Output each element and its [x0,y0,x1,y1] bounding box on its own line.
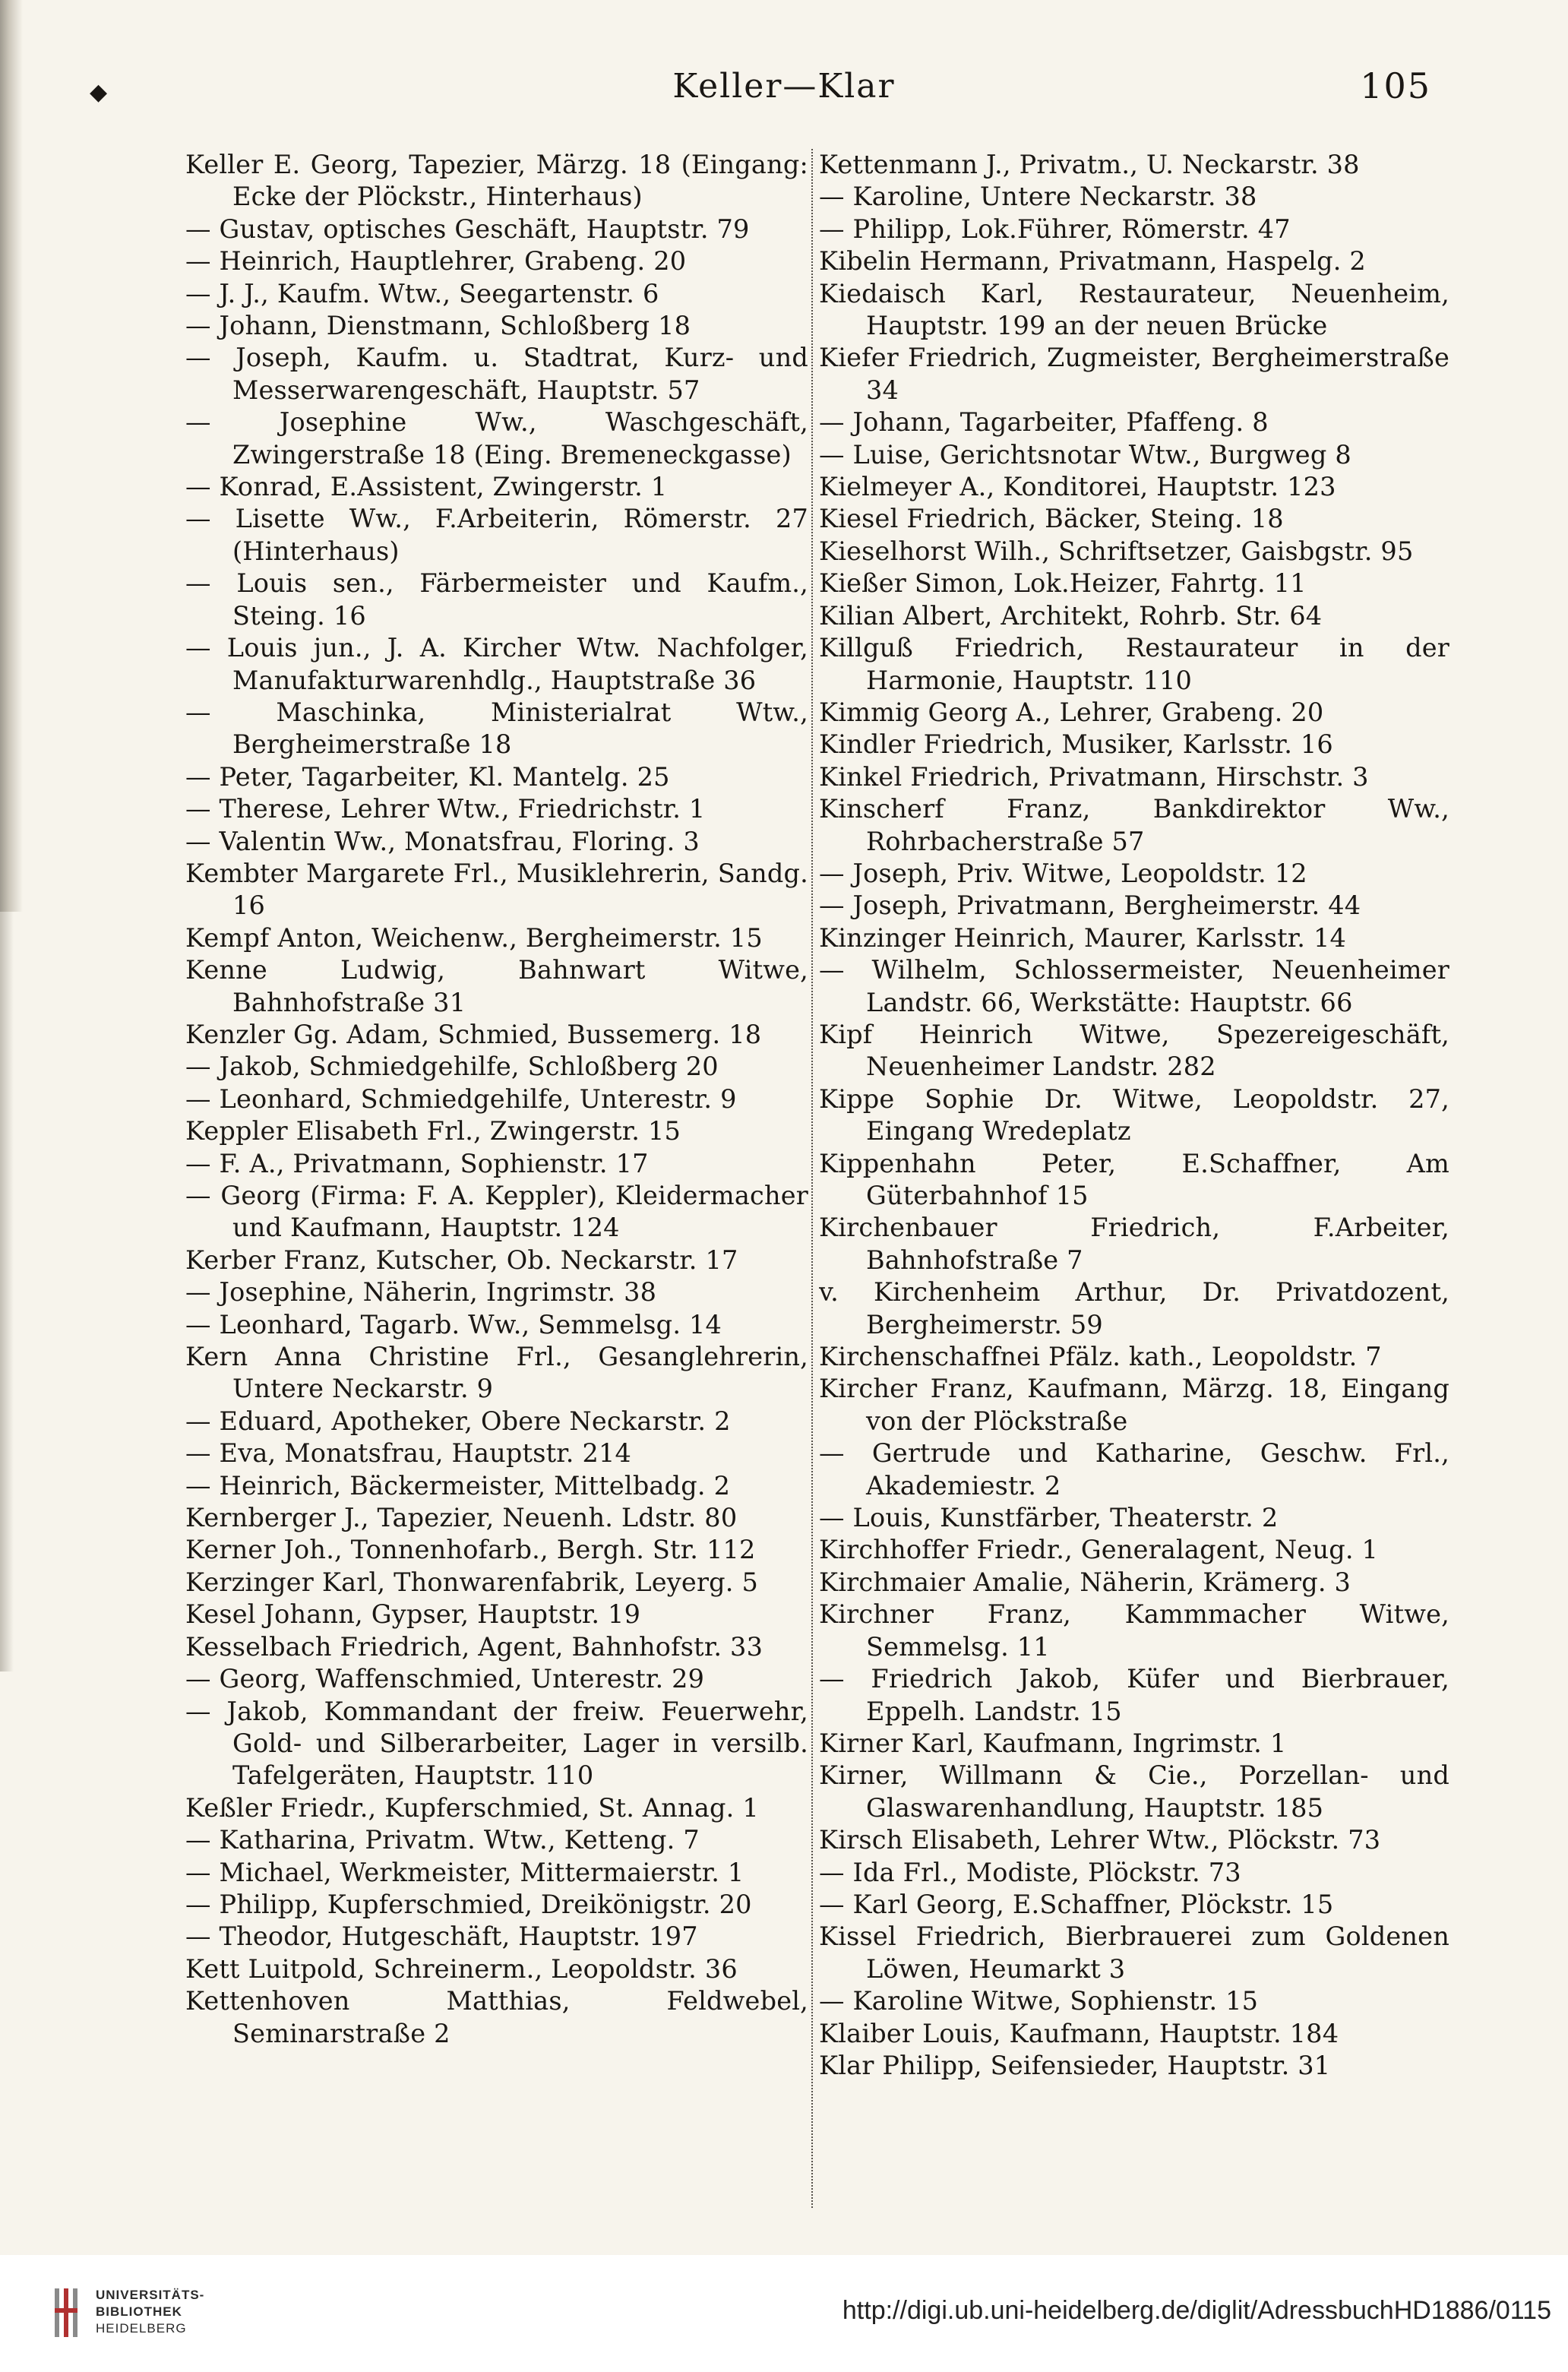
directory-subentry: — Johann, Dienstmann, Schloßberg 18 [185,311,691,341]
directory-entry: Kippe Sophie Dr. Witwe, Leopoldstr. 27, Eingang Wredeplatz [819,1083,1449,1146]
directory-subentry: — Georg, Waffenschmied, Unterestr. 29 [185,1664,705,1694]
directory-entry: Kiedaisch Karl, Restaurateur, Neuenheim, Hauptstr. 199 an der neuen Brücke [819,278,1449,341]
library-line: BIBLIOTHEK [96,2304,182,2319]
directory-entry: Keßler Friedr., Kupferschmied, St. Annag. 1 [185,1792,759,1823]
directory-subentry: — Heinrich, Hauptlehrer, Grabeng. 20 [185,246,687,277]
directory-subentry: — Louis jun., J. A. Kircher Wtw. Nachfolger, Manufakturwarenhdlg., Hauptstraße 36 [185,633,808,695]
page-footer [0,2255,1568,2372]
directory-subentry: — Heinrich, Bäckermeister, Mittelbadg. 2 [185,1470,731,1501]
directory-entry: Kirchner Franz, Kammmacher Witwe, Semmelsg. 11 [819,1599,1449,1662]
directory-entry: Kindler Friedrich, Musiker, Karlsstr. 16 [819,729,1333,760]
directory-entry: Kilian Albert, Architekt, Rohrb. Str. 64 [819,600,1323,631]
directory-entry: Kirner, Willmann & Cie., Porzellan- und Glaswarenhandlung, Hauptstr. 185 [819,1760,1449,1823]
directory-subentry: — Jakob, Kommandant der freiw. Feuerwehr, Gold- und Silberarbeiter, Lager in versilb. Tafelgeräten, Hauptstr. 110 [185,1696,808,1791]
directory-entry: Kinzinger Heinrich, Maurer, Karlsstr. 14 [819,922,1347,953]
library-name [96,2287,204,2337]
directory-subentry: — Josephine, Näherin, Ingrimstr. 38 [185,1277,657,1308]
page-header [0,67,1568,120]
directory-subentry: — Eva, Monatsfrau, Hauptstr. 214 [185,1438,632,1469]
directory-subentry: — Louis, Kunstfärber, Theaterstr. 2 [819,1503,1279,1533]
directory-subentry: — Karl Georg, E.Schaffner, Plöckstr. 15 [819,1889,1334,1919]
directory-entry: Kießer Simon, Lok.Heizer, Fahrtg. 11 [819,568,1307,599]
directory-entry: Keppler Elisabeth Frl., Zwingerstr. 15 [185,1116,681,1146]
directory-subentry: — Georg (Firma: F. A. Keppler), Kleidermacher und Kaufmann, Hauptstr. 124 [185,1181,808,1243]
directory-entry: Kenne Ludwig, Bahnwart Witwe, Bahnhofstraße 31 [185,955,808,1017]
source-url[interactable]: http://digi.ub.uni-heidelberg.de/diglit/AdressbuchHD1886/0115 [842,2296,1551,2325]
directory-subentry: — Leonhard, Schmiedgehilfe, Unterestr. 9 [185,1083,737,1114]
directory-subentry: — Luise, Gerichtsnotar Wtw., Burgweg 8 [819,439,1351,470]
directory-entry: Kimmig Georg A., Lehrer, Grabeng. 20 [819,697,1324,727]
running-head: Keller—Klar [672,67,896,106]
directory-entry: Kirchmaier Amalie, Näherin, Krämerg. 3 [819,1567,1351,1597]
scan-edge-shadow-lower [0,912,14,1671]
directory-subentry: — Philipp, Kupferschmied, Dreikönigstr. 20 [185,1889,752,1919]
directory-entry: Kirsch Elisabeth, Lehrer Wtw., Plöckstr. 73 [819,1825,1381,1855]
directory-entry: Kirchenschaffnei Pfälz. kath., Leopoldstr. 7 [819,1342,1382,1372]
directory-entry: Kippenhahn Peter, E.Schaffner, Am Güterbahnhof 15 [819,1148,1449,1210]
directory-subentry: — Gustav, optisches Geschäft, Hauptstr. 79 [185,213,750,244]
directory-subentry: — Karoline, Untere Neckarstr. 38 [819,182,1257,212]
directory-entry: Klaiber Louis, Kaufmann, Hauptstr. 184 [819,2018,1339,2048]
directory-entry: Kibelin Hermann, Privatmann, Haspelg. 2 [819,246,1366,277]
directory-subentry: — Jakob, Schmiedgehilfe, Schloßberg 20 [185,1052,719,1082]
directory-entry: Kirner Karl, Kaufmann, Ingrimstr. 1 [819,1728,1287,1758]
directory-entry: Kerzinger Karl, Thonwarenfabrik, Leyerg. 5 [185,1567,759,1597]
directory-subentry: — Josephine Ww., Waschgeschäft, Zwingerstraße 18 (Eing. Bremeneckgasse) [185,407,808,470]
directory-entry: Kesselbach Friedrich, Agent, Bahnhofstr. 33 [185,1631,763,1662]
directory-subentry: — Louis sen., Färbermeister und Kaufm., Steing. 16 [185,568,808,631]
directory-entry: Kerber Franz, Kutscher, Ob. Neckarstr. 17 [185,1245,738,1275]
directory-entry: Kirchhoffer Friedr., Generalagent, Neug. 1 [819,1535,1379,1565]
directory-subentry: — J. J., Kaufm. Wtw., Seegartenstr. 6 [185,278,659,308]
directory-entry: Kempf Anton, Weichenw., Bergheimerstr. 15 [185,922,763,953]
directory-subentry: — F. A., Privatmann, Sophienstr. 17 [185,1148,649,1178]
directory-entry: v. Kirchenheim Arthur, Dr. Privatdozent, Bergheimerstr. 59 [819,1277,1449,1339]
directory-entry: Kieselhorst Wilh., Schriftsetzer, Gaisbgstr. 95 [819,536,1414,566]
directory-subentry: — Valentin Ww., Monatsfrau, Floring. 3 [185,826,700,856]
library-line: UNIVERSITÄTS- [96,2288,205,2302]
directory-entry: Keller E. Georg, Tapezier, Märzg. 18 (Eingang: Ecke der Plöckstr., Hinterhaus) [185,150,808,212]
left-column [185,149,808,2208]
ornament-mark: ◆ [90,79,108,106]
directory-subentry: — Friedrich Jakob, Küfer und Bierbrauer, Eppelh. Landstr. 15 [819,1664,1449,1726]
directory-entry: Kettenmann J., Privatm., U. Neckarstr. 38 [819,150,1360,179]
directory-subentry: — Michael, Werkmeister, Mittermaierstr. 1 [185,1857,744,1887]
directory-entry: Kernberger J., Tapezier, Neuenh. Ldstr. 80 [185,1503,738,1533]
directory-entry: Kipf Heinrich Witwe, Spezereigeschäft, Neuenheimer Landstr. 282 [819,1019,1449,1082]
directory-subentry: — Joseph, Privatmann, Bergheimerstr. 44 [819,890,1361,921]
page-number: 105 [1360,65,1431,106]
directory-subentry: — Konrad, E.Assistent, Zwingerstr. 1 [185,472,668,502]
directory-subentry: — Lisette Ww., F.Arbeiterin, Römerstr. 27 (Hinterhaus) [185,504,808,566]
directory-entry: Kircher Franz, Kaufmann, Märzg. 18, Eingang von der Plöckstraße [819,1374,1449,1436]
directory-subentry: — Joseph, Priv. Witwe, Leopoldstr. 12 [819,858,1307,888]
directory-subentry: — Ida Frl., Modiste, Plöckstr. 73 [819,1857,1241,1887]
column-divider [811,149,813,2208]
directory-entry: Kettenhoven Matthias, Feldwebel, Seminarstraße 2 [185,1986,808,2048]
directory-entry: Kinkel Friedrich, Privatmann, Hirschstr. 3 [819,761,1369,792]
directory-subentry: — Peter, Tagarbeiter, Kl. Mantelg. 25 [185,761,670,792]
directory-entry: Killguß Friedrich, Restaurateur in der Harmonie, Hauptstr. 110 [819,633,1449,695]
directory-subentry: — Katharina, Privatm. Wtw., Ketteng. 7 [185,1825,700,1855]
directory-subentry: — Karoline Witwe, Sophienstr. 15 [819,1986,1259,2016]
directory-entry: Kett Luitpold, Schreinerm., Leopoldstr. 36 [185,1953,738,1984]
directory-subentry: — Maschinka, Ministerialrat Wtw., Bergheimerstraße 18 [185,697,808,760]
directory-entry: Kembter Margarete Frl., Musiklehrerin, Sandg. 16 [185,858,808,921]
directory-entry: Kielmeyer A., Konditorei, Hauptstr. 123 [819,472,1336,502]
directory-subentry: — Theodor, Hutgeschäft, Hauptstr. 197 [185,1921,698,1952]
directory-subentry: — Philipp, Lok.Führer, Römerstr. 47 [819,213,1291,244]
university-library-logo [50,2285,87,2340]
directory-subentry: — Therese, Lehrer Wtw., Friedrichstr. 1 [185,794,706,824]
directory-entry: Kenzler Gg. Adam, Schmied, Bussemerg. 18 [185,1019,762,1049]
right-column [819,149,1449,2208]
directory-subentry: — Wilhelm, Schlossermeister, Neuenheimer Landstr. 66, Werkstätte: Hauptstr. 66 [819,955,1449,1017]
directory-subentry: — Johann, Tagarbeiter, Pfaffeng. 8 [819,407,1269,438]
library-line: HEIDELBERG [96,2321,187,2336]
directory-subentry: — Leonhard, Tagarb. Ww., Semmelsg. 14 [185,1309,722,1339]
directory-entry: Klar Philipp, Seifensieder, Hauptstr. 31 [819,2050,1331,2080]
directory-entry: Kesel Johann, Gypser, Hauptstr. 19 [185,1599,641,1630]
directory-entry: Kiefer Friedrich, Zugmeister, Bergheimerstraße 34 [819,343,1449,405]
directory-entry: Kirchenbauer Friedrich, F.Arbeiter, Bahnhofstraße 7 [819,1213,1449,1275]
directory-entry: Kerner Joh., Tonnenhofarb., Bergh. Str. 112 [185,1535,756,1565]
directory-subentry: — Joseph, Kaufm. u. Stadtrat, Kurz- und Messerwarengeschäft, Hauptstr. 57 [185,343,808,405]
directory-entry: Kinscherf Franz, Bankdirektor Ww., Rohrbacherstraße 57 [819,794,1449,856]
scan-edge-shadow [0,0,23,912]
directory-subentry: — Eduard, Apotheker, Obere Neckarstr. 2 [185,1406,731,1436]
directory-entry: Kern Anna Christine Frl., Gesanglehrerin, Untere Neckarstr. 9 [185,1342,808,1404]
directory-entry: Kiesel Friedrich, Bäcker, Steing. 18 [819,504,1284,534]
directory-entry: Kissel Friedrich, Bierbrauerei zum Goldenen Löwen, Heumarkt 3 [819,1921,1449,1984]
directory-subentry: — Gertrude und Katharine, Geschw. Frl., Akademiestr. 2 [819,1438,1449,1501]
